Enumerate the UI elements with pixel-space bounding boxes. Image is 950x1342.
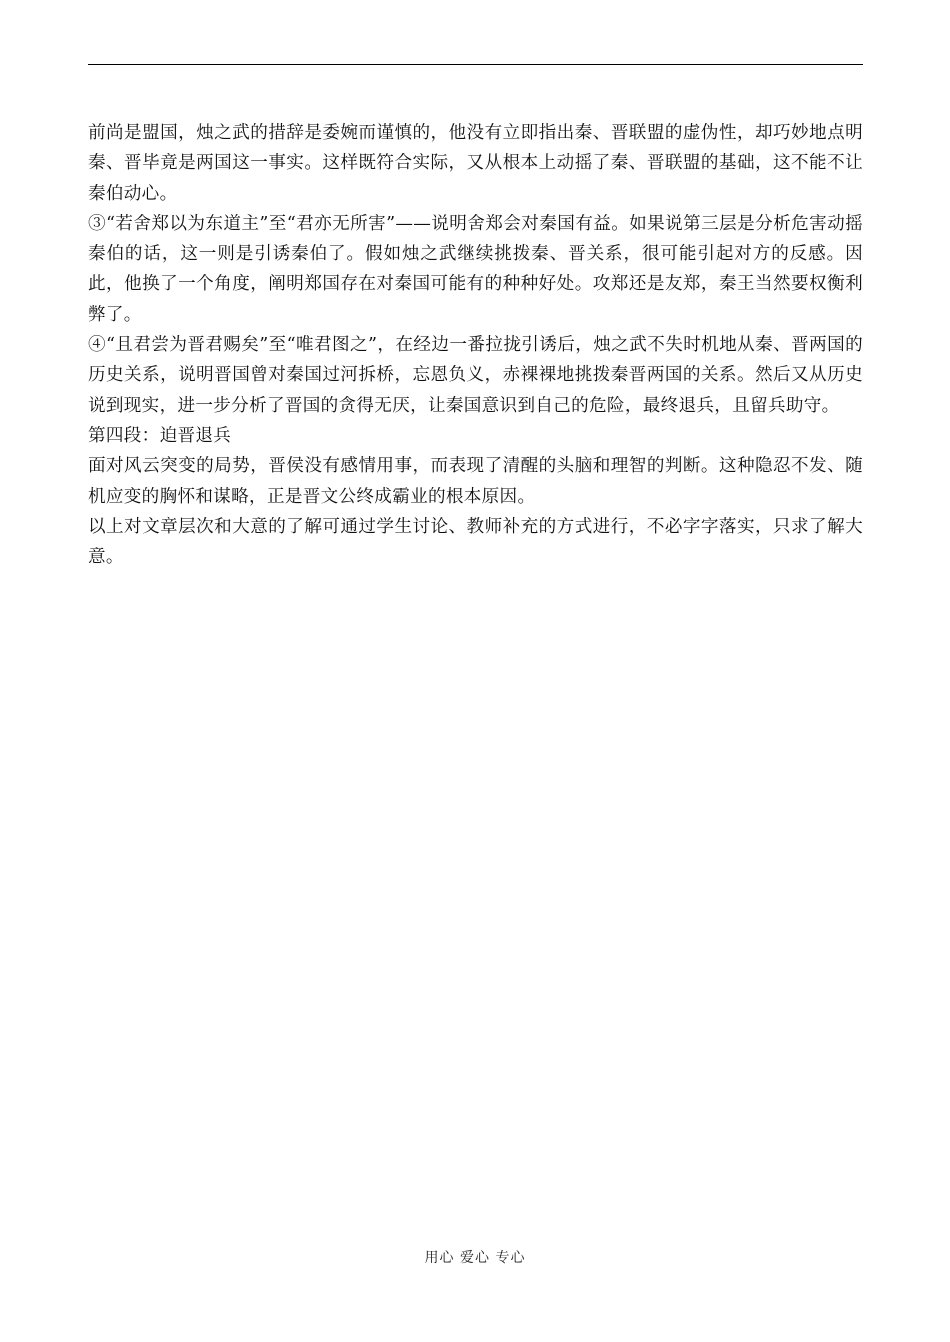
page-footer: 用心 爱心 专心 [424,1250,526,1266]
paragraph-continuation: 前尚是盟国，烛之武的措辞是委婉而谨慎的，他没有立即指出秦、晋联盟的虚伪性，却巧妙地点明秦、晋毕竟是两国这一事实。这样既符合实际，又从根本上动摇了秦、晋联盟的基础，这不能不让秦伯动心。 [88,123,863,204]
paragraph-section-4: 面对风云突变的局势，晋侯没有感情用事，而表现了清醒的头脑和理智的判断。这种隐忍不发、随机应变的胸怀和谋略，正是晋文公终成霸业的根本原因。 [88,456,863,507]
paragraph-summary-note: 以上对文章层次和大意的了解可通过学生讨论、教师补充的方式进行，不必字字落实，只求了解大意。 [88,516,863,568]
section-heading-4: 第四段：迫晋退兵 [88,425,232,446]
document-body [88,118,863,572]
paragraph-point-3: ③“若舍郑以为东道主”至“君亦无所害”——说明舍郑会对秦国有益。如果说第三层是分析危害动摇秦伯的话，这一则是引诱秦伯了。假如烛之武继续挑拨秦、晋关系，很可能引起对方的反感。因此，他换了一个角度，阐明郑国存在对秦国可能有的种种好处。攻郑还是友郑，秦王当然要权衡利弊了。 [88,213,863,325]
paragraph-point-4: ④“且君尝为晋君赐矣”至“唯君图之”，在经边一番拉拢引诱后，烛之武不失时机地从秦、晋两国的历史关系，说明晋国曾对秦国过河拆桥，忘恩负义，赤裸裸地挑拨秦晋两国的关系。然后又从历史说到现实，进一步分析了晋国的贪得无厌，让秦国意识到自己的危险，最终退兵，且留兵助守。 [88,335,863,416]
header-rule [88,64,863,65]
